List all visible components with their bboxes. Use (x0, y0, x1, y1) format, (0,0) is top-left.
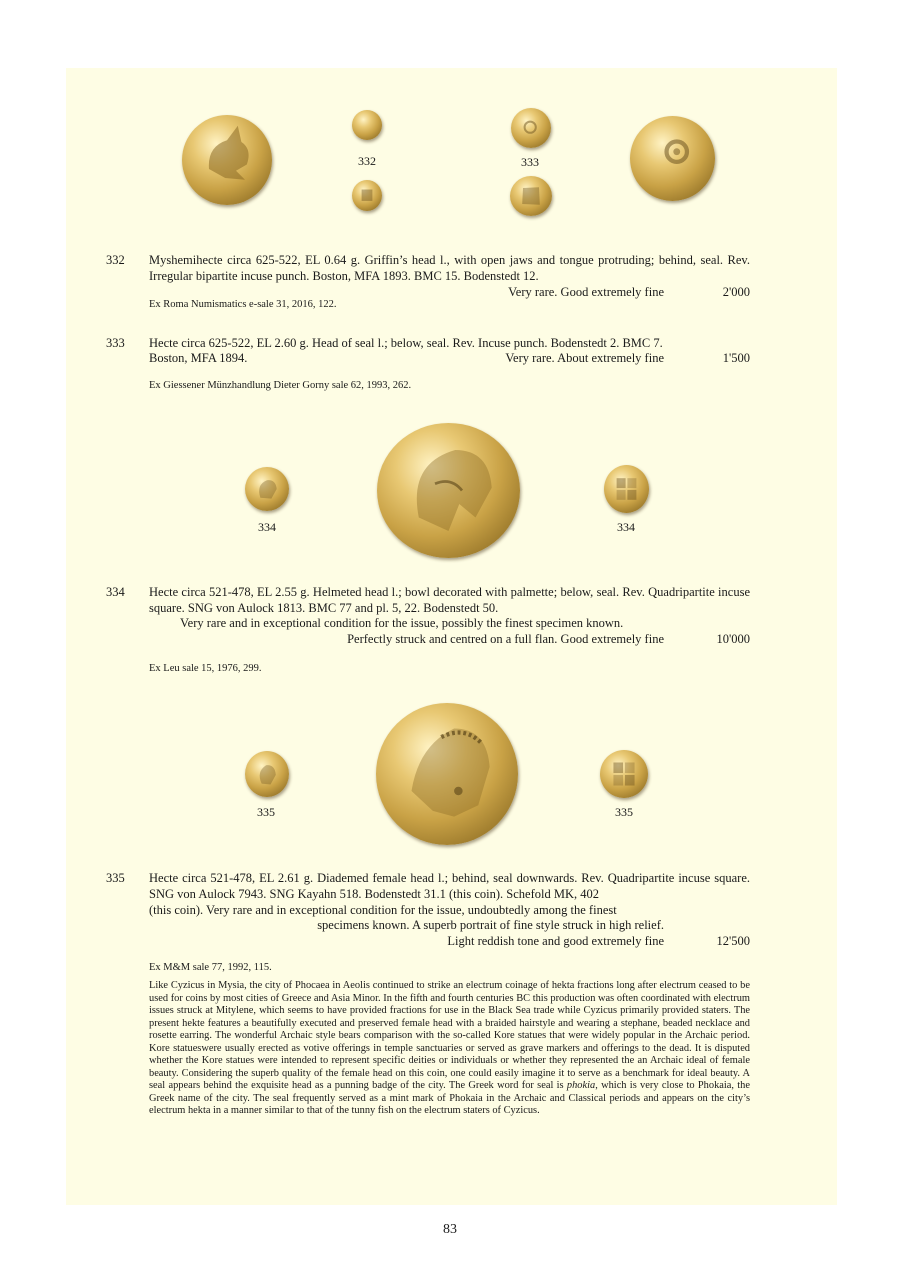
caption-335-right: 335 (615, 805, 633, 819)
lot-333-provenance: Ex Giessener Münzhandlung Dieter Gorny sale 62, 1993, 262. (149, 380, 412, 391)
lot-332-description: Myshemihecte circa 625-522, EL 0.64 g. Griffin’s head l., with open jaws and tongue protruding; behind, seal. Rev. Irregular bipartite incuse punch. Boston, MFA 1893. BMC 15. Bodenstedt 12. (149, 253, 750, 283)
caption-334-left: 334 (258, 520, 276, 534)
page-number: 83 (443, 1222, 457, 1237)
lot-333-description-tail: Boston, MFA 1894. (149, 351, 248, 365)
lot-335-description: Hecte circa 521-478, EL 2.61 g. Diademed female head l.; behind, seal downwards. Rev. Quadripartite incuse square. SNG von Aulock 7943. SNG Kayahn 518. Bodenstedt 31.1 (this coin). Schefold MK, 402 (149, 871, 750, 901)
lot-334-provenance: Ex Leu sale 15, 1976, 299. (149, 663, 262, 674)
lot-332-grade: Very rare. Good extremely fine (508, 285, 664, 299)
caption-335-left: 335 (257, 805, 275, 819)
caption-333: 333 (521, 155, 539, 169)
lot-333-grade: Very rare. About extremely fine (505, 351, 664, 365)
coin-334-obverse (245, 467, 289, 511)
coin-332-enlarged-griffin (182, 115, 272, 205)
lot-332-provenance: Ex Roma Numismatics e-sale 31, 2016, 122. (149, 299, 337, 310)
coin-333-enlarged-seal (630, 116, 715, 201)
lot-335-provenance: Ex M&M sale 77, 1992, 115. (149, 962, 272, 973)
lot-333-description: Hecte circa 625-522, EL 2.60 g. Head of seal l.; below, seal. Rev. Incuse punch. Bodenstedt 2. BMC 7. (149, 336, 663, 350)
lot-335-line4: specimens known. A superb portrait of fine style struck in high relief. (317, 918, 664, 932)
coin-333-obverse (511, 108, 551, 148)
coin-335-reverse (600, 750, 648, 798)
lot-333-price: 1'500 (722, 351, 750, 365)
lot-333-number: 333 (106, 336, 125, 350)
lot-334-condition: Very rare and in exceptional condition for the issue, possibly the finest specimen known. (180, 616, 624, 630)
lot-334-description: Hecte circa 521-478, EL 2.55 g. Helmeted head l.; bowl decorated with palmette; below, seal. Rev. Quadripartite incuse square. SNG von Aulock 1813. BMC 77 and pl. 5, 22. Bodenstedt 50. (149, 585, 750, 615)
lot-334-price: 10'000 (716, 632, 750, 646)
lot-335-grade: Light reddish tone and good extremely fine (447, 934, 664, 948)
caption-334-right: 334 (617, 520, 635, 534)
lot-335-number: 335 (106, 871, 125, 885)
lot-332-number: 332 (106, 253, 125, 267)
caption-332: 332 (358, 154, 376, 168)
coin-335-enlarged-kore (376, 703, 518, 845)
lot-334-number: 334 (106, 585, 125, 599)
lot-335-price: 12'500 (716, 934, 750, 948)
coin-334-reverse (604, 465, 649, 513)
coin-332-obverse (352, 110, 382, 140)
lot-334-grade: Perfectly struck and centred on a full flan. Good extremely fine (347, 632, 664, 646)
coin-334-enlarged-helmet (377, 423, 520, 558)
coin-332-reverse (352, 180, 382, 211)
coin-333-reverse (510, 176, 552, 216)
lot-335-commentary: Like Cyzicus in Mysia, the city of Phocaea in Aeolis continued to strike an electrum coinage of hekta fractions long after electrum ceased to be used for coins by most cities of Greece and Asia Minor. In the fifth and fourth centuries BC this production was often coordinated with electrum issues struck at Mitylene, which seems to have provided fractions for use in the Black Sea trade while Cyzicus primarily provided staters. The present hekte features a beautifully executed and preserved female head with a braided hairstyle and wearing a stephane, beaded necklace and rosette earring. The wonderful Archaic style bears comparison with the so-called Kore statues that were widely popular in the Archaic period. Kore statueswere usually erected as votive offerings in temple sanctuaries or served as grave markers and offerings to the dead. It is disputed whether the Kore statues were intended to represent specific deities or individuals or whether they represented the an Archaic ideal of female beauty. Considering the superb quality of the female head on this coin, one could easily imagine it to serve as a benchmark for ideal beauty. A seal appears behind the exquisite head as a punning badge of the city. The Greek word for seal is phokia, which is very close to Phokaia, the Greek name of the city. The seal frequently served as a mint mark of Phokaia in the Archaic and Classical periods and appears on the city’s electrum hekta in a manner similar to that of the tunny fish on the electrum staters of Cyzicus. (149, 980, 750, 1116)
coin-335-obverse (245, 751, 289, 797)
lot-332-price: 2'000 (722, 285, 750, 299)
lot-335-line3: (this coin). Very rare and in exceptional condition for the issue, undoubtedly among the finest (149, 903, 617, 917)
